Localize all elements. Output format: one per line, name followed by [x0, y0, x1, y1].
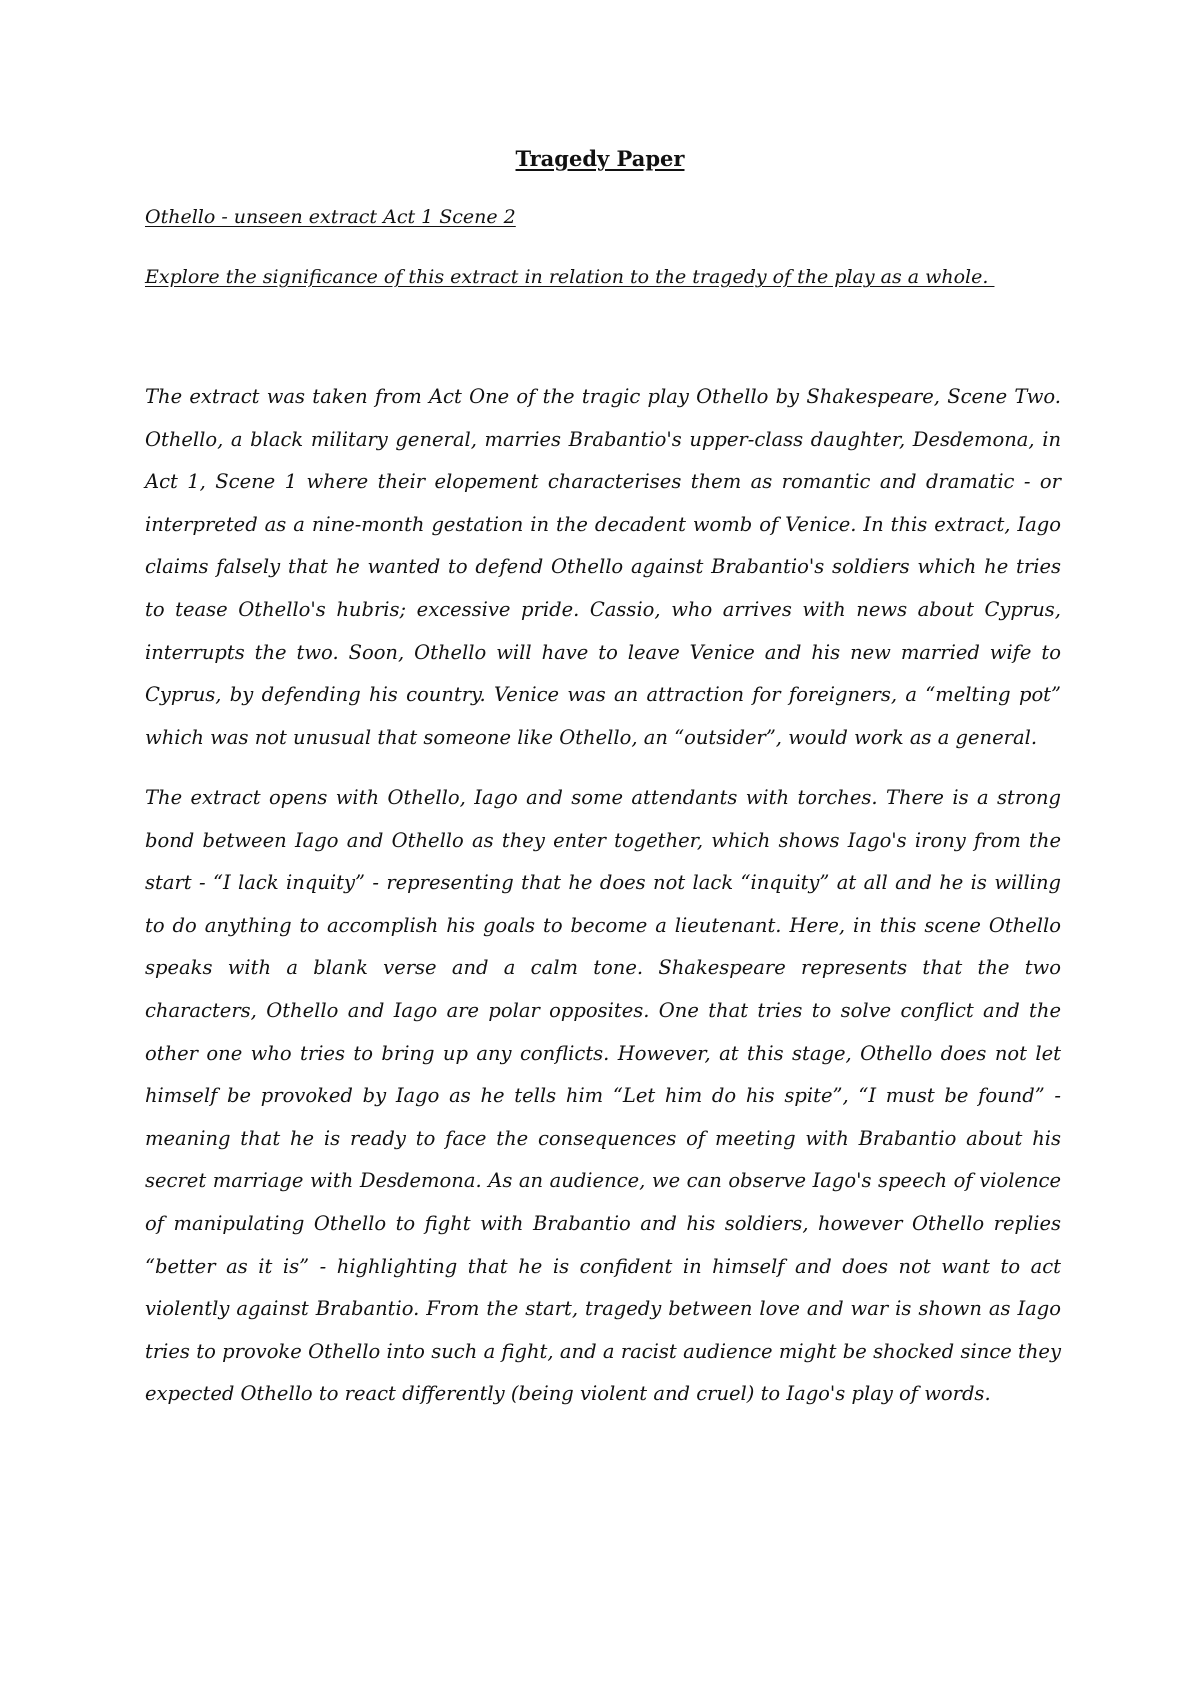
body-paragraph-1: The extract was taken from Act One of the tragic play Othello by Shakespeare, Scene Two. Othello, a black military general, marries Brabantio's upper-class daughter, Desdemona, in Act 1, Scene 1 where their elopement characterises them as romantic and dramatic - or interpreted as a nine-month gestation in the decadent womb of Venice. In this extract, Iago claims falsely that he wanted to defend Othello against Brabantio's soldiers which he tries to tease Othello's hubris; excessive pride. Cassio, who arrives with news about Cyprus, interrupts the two. Soon, Othello will have to leave Venice and his new married wife to Cyprus, by defending his country. Venice was an attraction for foreigners, a “melting pot” which was not unusual that someone like Othello, an “outsider”, would work as a general. — [145, 385, 1061, 749]
document-title: Tragedy Paper — [515, 146, 685, 171]
essay-question: Explore the significance of this extract in relation to the tragedy of the play as a whole. — [145, 266, 995, 288]
body-paragraph-2: The extract opens with Othello, Iago and some attendants with torches. There is a strong bond between Iago and Othello as they enter together, which shows Iago's irony from the start - “I lack inquity” - representing that he does not lack “inquity” at all and he is willing to do anything to accomplish his goals to become a lieutenant. Here, in this scene Othello speaks with a blank verse and a calm tone. Shakespeare represents that the two characters, Othello and Iago are polar opposites. One that tries to solve conflict and the other one who tries to bring up any conflicts. However, at this stage, Othello does not let himself be provoked by Iago as he tells him “Let him do his spite”, “I must be found” - meaning that he is ready to face the consequences of meeting with Brabantio about his secret marriage with Desdemona. As an audience, we can observe Iago's speech of violence of manipulating Othello to fight with Brabantio and his soldiers, however Othello replies “better as it is” - highlighting that he is confident in himself and does not want to act violently against Brabantio. From the start, tragedy between love and war is shown as Iago tries to provoke Othello into such a fight, and a racist audience might be shocked since they expected Othello to react differently (being violent and cruel) to Iago's play of words. — [145, 786, 1061, 1406]
document-subtitle: Othello - unseen extract Act 1 Scene 2 — [145, 206, 516, 228]
